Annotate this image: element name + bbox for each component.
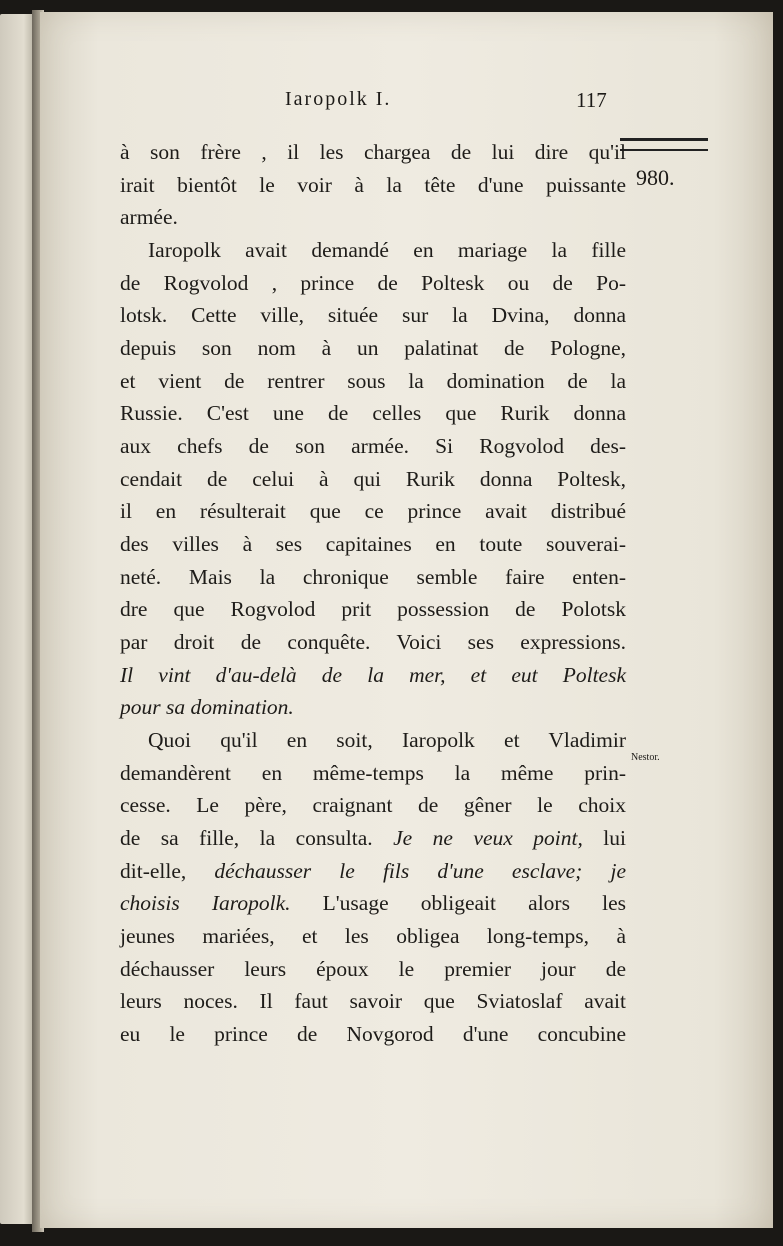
text-line: par droit de conquête. Voici ses expressions. xyxy=(120,630,626,654)
text-line: leurs noces. Il faut savoir que Sviatoslaf avait xyxy=(120,989,626,1013)
text-line: et vient de rentrer sous la domination de la xyxy=(120,369,626,393)
roman-run: L'usage obligeait alors les xyxy=(290,891,626,915)
text-line-italic: Il vint d'au-delà de la mer, et eut Poltesk xyxy=(120,663,626,687)
text-line: à son frère , il les chargea de lui dire qu'il xyxy=(120,140,626,164)
text-line: des villes à ses capitaines en toute souverai- xyxy=(120,532,626,556)
page-header xyxy=(0,88,783,118)
text-line: eu le prince de Novgorod d'une concubine xyxy=(120,1022,626,1046)
text-line: jeunes mariées, et les obligea long-temps, à xyxy=(120,924,626,948)
page-number: 117 xyxy=(576,88,607,112)
italic-run: Je ne veux point, xyxy=(393,826,583,850)
text-line: lotsk. Cette ville, située sur la Dvina, donna xyxy=(120,303,626,327)
text-line: il en résulterait que ce prince avait distribué xyxy=(120,499,626,523)
text-line: de Rogvolod , prince de Poltesk ou de Po- xyxy=(120,271,626,295)
text-line-mixed xyxy=(120,855,626,888)
text-line: Iaropolk avait demandé en mariage la fille xyxy=(148,238,626,262)
text-line: depuis son nom à un palatinat de Pologne, xyxy=(120,336,626,360)
text-line: dre que Rogvolod prit possession de Polotsk xyxy=(120,597,626,621)
italic-run: choisis Iaropolk. xyxy=(120,891,291,915)
margin-year: 980. xyxy=(636,165,675,190)
roman-run: lui xyxy=(582,826,626,850)
margin-note-source: Nestor. xyxy=(631,752,660,763)
text-line: cendait de celui à qui Rurik donna Poltesk, xyxy=(120,467,626,491)
text-line: aux chefs de son armée. Si Rogvolod des- xyxy=(120,434,626,458)
roman-run: dit-elle, xyxy=(120,859,215,883)
italic-run: déchausser le fils d'une esclave; je xyxy=(214,859,626,883)
left-page-edge xyxy=(0,14,34,1224)
text-line-mixed xyxy=(120,822,626,855)
text-line: cesse. Le père, craignant de gêner le choix xyxy=(120,793,626,817)
text-line: Russie. C'est une de celles que Rurik donna xyxy=(120,401,626,425)
margin-rule xyxy=(620,138,708,151)
text-line: Quoi qu'il en soit, Iaropolk et Vladimir xyxy=(148,728,626,752)
text-line: armée. xyxy=(120,205,178,229)
text-line-italic: pour sa domination. xyxy=(120,695,294,719)
running-title: Iaropolk I. xyxy=(285,88,392,110)
text-line: irait bientôt le voir à la tête d'une puissante xyxy=(120,173,626,197)
text-line: neté. Mais la chronique semble faire enten- xyxy=(120,565,626,589)
text-line-mixed xyxy=(120,887,626,920)
text-line: déchausser leurs époux le premier jour de xyxy=(120,957,626,981)
text-line: demandèrent en même-temps la même prin- xyxy=(120,761,626,785)
roman-run: de sa fille, la consulta. xyxy=(120,826,394,850)
